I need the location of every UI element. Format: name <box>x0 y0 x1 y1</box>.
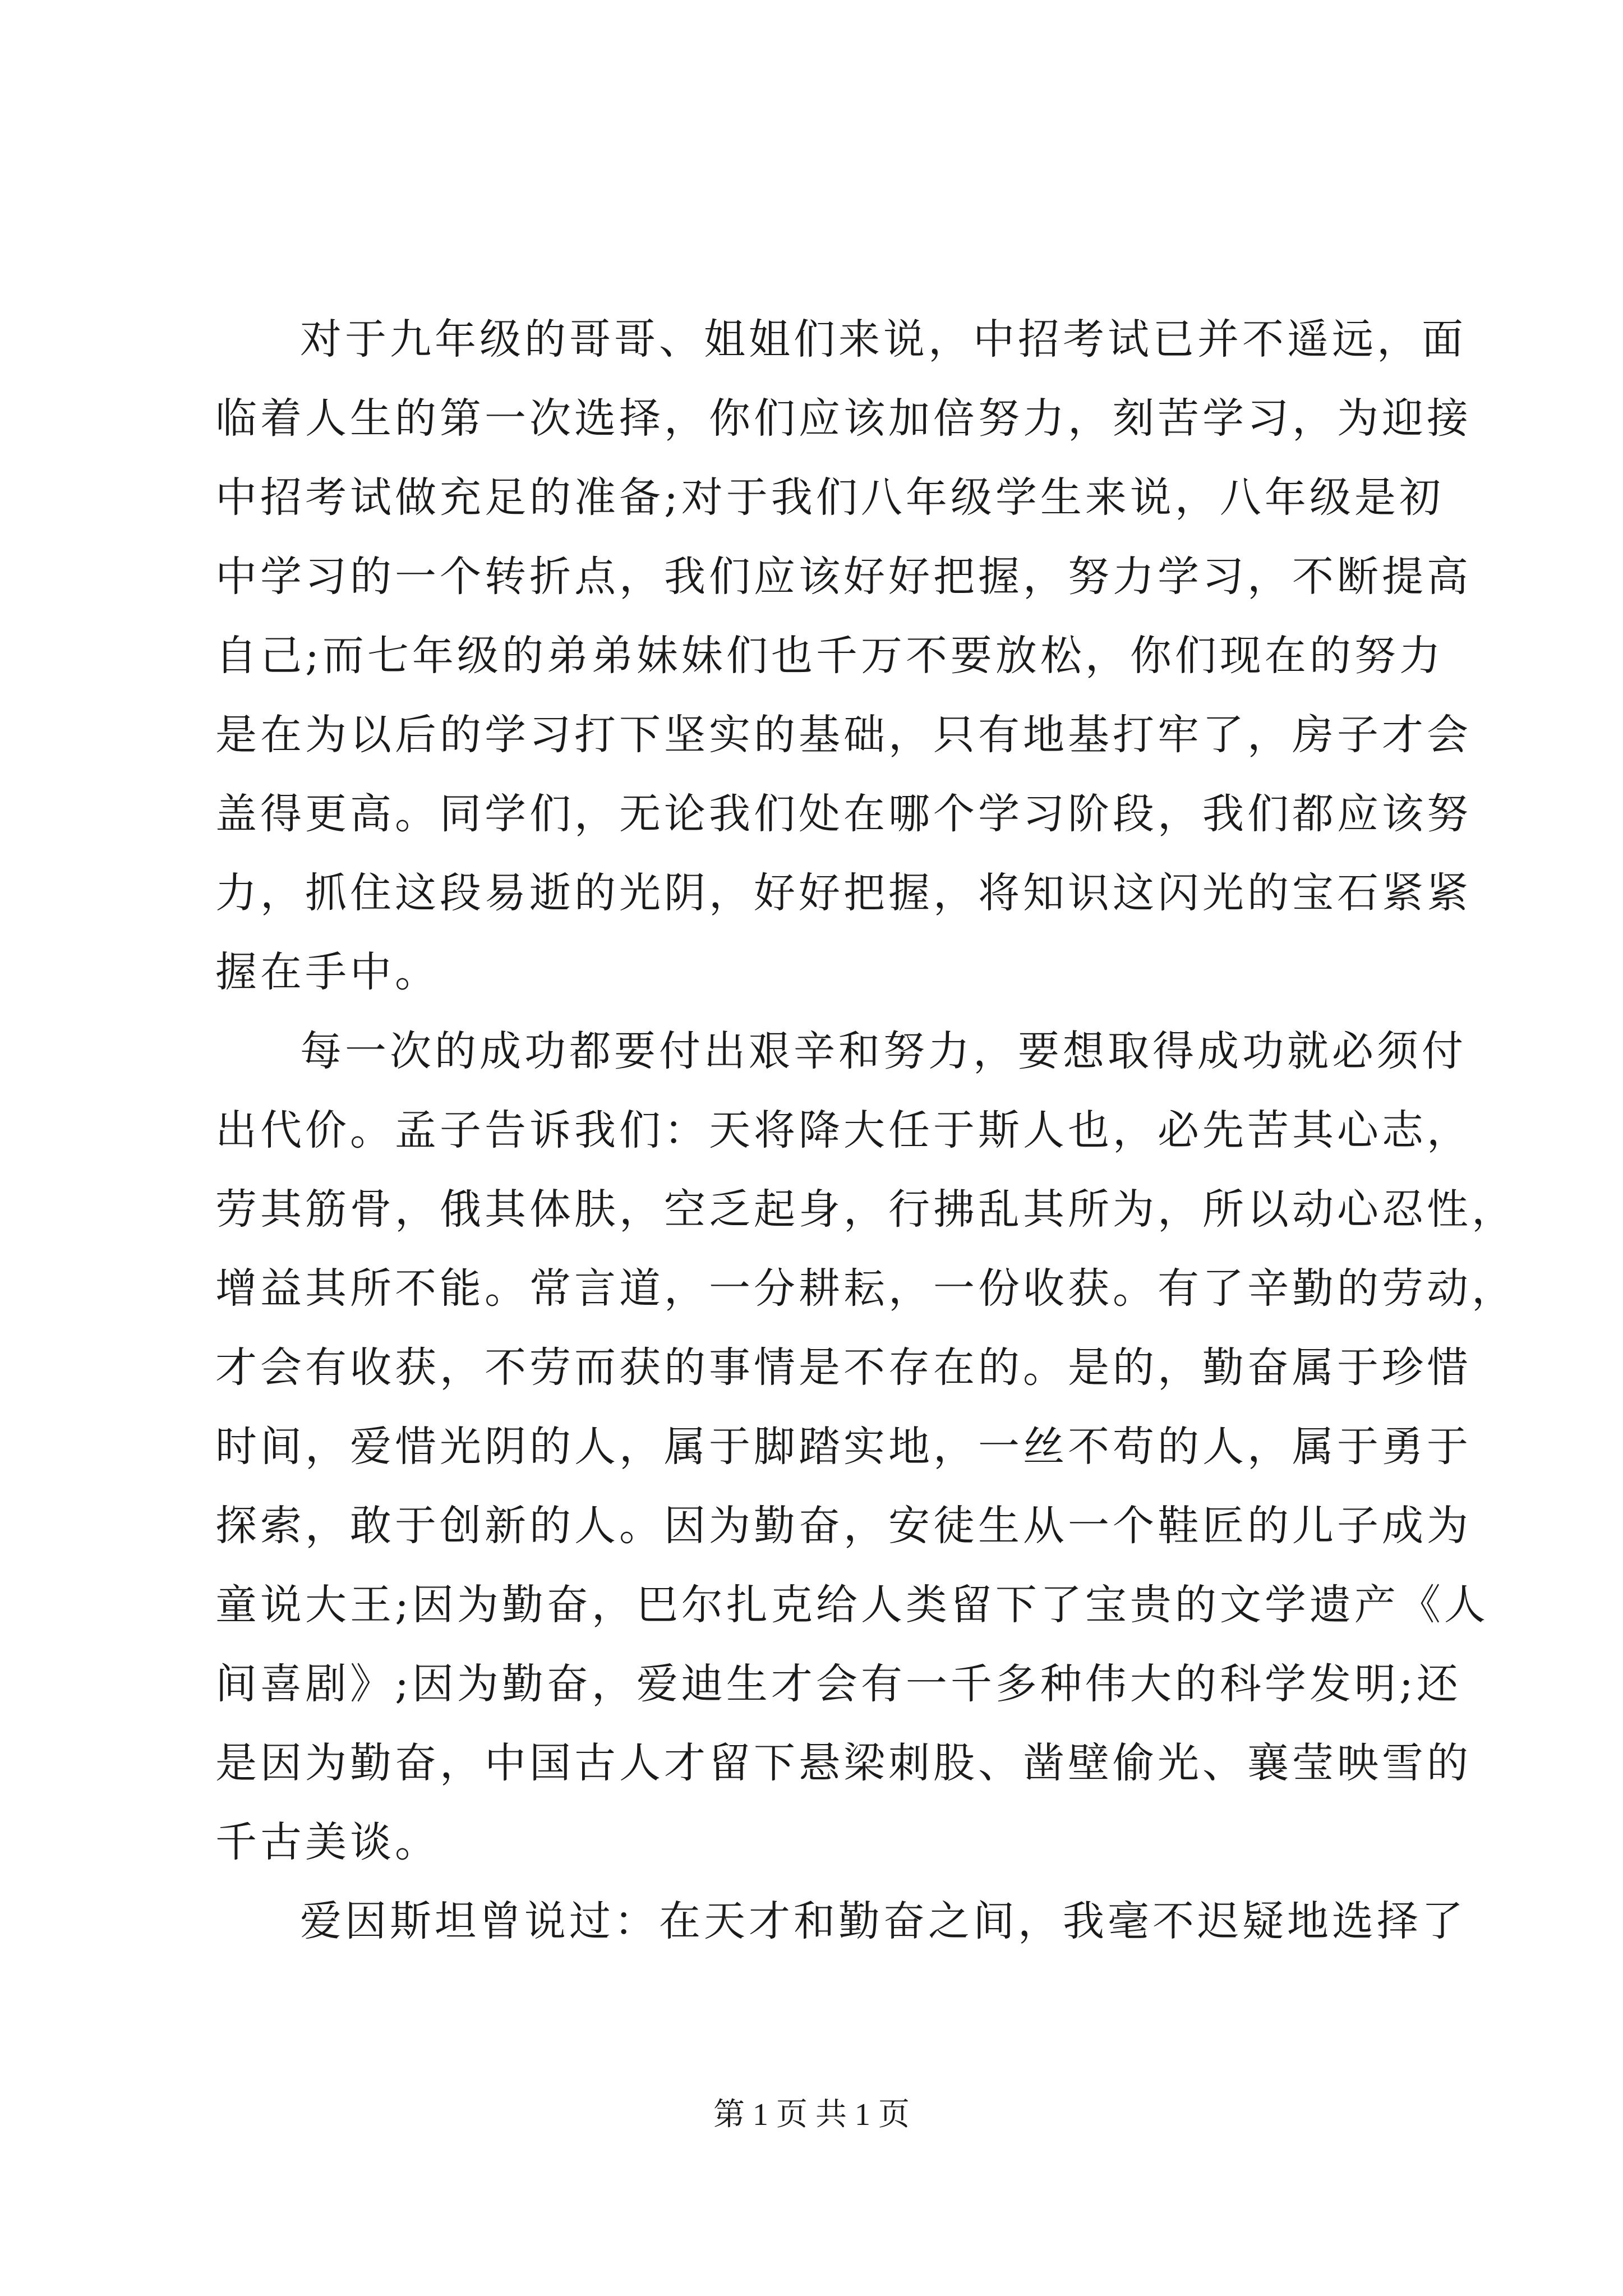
paragraph-2-line-2: 出代价。孟子告诉我们：天将降大任于斯人也，必先苦其心志， <box>215 1106 1472 1154</box>
paragraph-2-line-1: 每一次的成功都要付出艰辛和努力，要想取得成功就必须付 <box>300 1027 1467 1075</box>
paragraph-2-line-10: 是因为勤奋，中国古人才留下悬梁刺股、凿壁偷光、襄莹映雪的 <box>215 1739 1472 1787</box>
paragraph-1-line-4: 中学习的一个转折点，我们应该好好把握，努力学习，不断提高 <box>215 553 1472 601</box>
paragraph-1-line-7: 盖得更高。同学们，无论我们处在哪个学习阶段，我们都应该努 <box>215 790 1472 838</box>
page-footer: 第 1 页 共 1 页 <box>713 2097 910 2132</box>
paragraph-3-line-1: 爱因斯坦曾说过：在天才和勤奋之间，我毫不迟疑地选择了 <box>300 1897 1467 1945</box>
paragraph-1-line-5: 自己;而七年级的弟弟妹妹们也千万不要放松，你们现在的努力 <box>215 632 1444 680</box>
paragraph-1-line-3: 中招考试做充足的准备;对于我们八年级学生来说，八年级是初 <box>215 473 1444 522</box>
paragraph-2-line-6: 时间，爱惜光阴的人，属于脚踏实地，一丝不苟的人，属于勇于 <box>215 1423 1472 1471</box>
paragraph-2-line-3: 劳其筋骨，俄其体肤，空乏起身，行拂乱其所为，所以动心忍性， <box>215 1185 1516 1234</box>
paragraph-2-line-7: 探索，敢于创新的人。因为勤奋，安徒生从一个鞋匠的儿子成为 <box>215 1502 1472 1550</box>
paragraph-1-line-6: 是在为以后的学习打下坚实的基础，只有地基打牢了，房子才会 <box>215 711 1472 759</box>
paragraph-2-line-4: 增益其所不能。常言道，一分耕耘，一份收获。有了辛勤的劳动， <box>215 1264 1516 1313</box>
paragraph-2-line-9: 间喜剧》;因为勤奋，爱迪生才会有一千多种伟大的科学发明;还 <box>215 1660 1461 1708</box>
paragraph-1-line-9: 握在手中。 <box>215 948 440 996</box>
paragraph-2-line-11: 千古美谈。 <box>215 1818 440 1866</box>
paragraph-1-line-2: 临着人生的第一次选择，你们应该加倍努力，刻苦学习，为迎接 <box>215 394 1472 443</box>
paragraph-2-line-8: 童说大王;因为勤奋，巴尔扎克给人类留下了宝贵的文学遗产《人 <box>215 1581 1489 1629</box>
paragraph-2-line-5: 才会有收获，不劳而获的事情是不存在的。是的，勤奋属于珍惜 <box>215 1343 1472 1392</box>
paragraph-1-line-1: 对于九年级的哥哥、姐姐们来说，中招考试已并不遥远，面 <box>300 315 1467 364</box>
paragraph-1-line-8: 力，抓住这段易逝的光阴，好好把握，将知识这闪光的宝石紧紧 <box>215 869 1472 917</box>
